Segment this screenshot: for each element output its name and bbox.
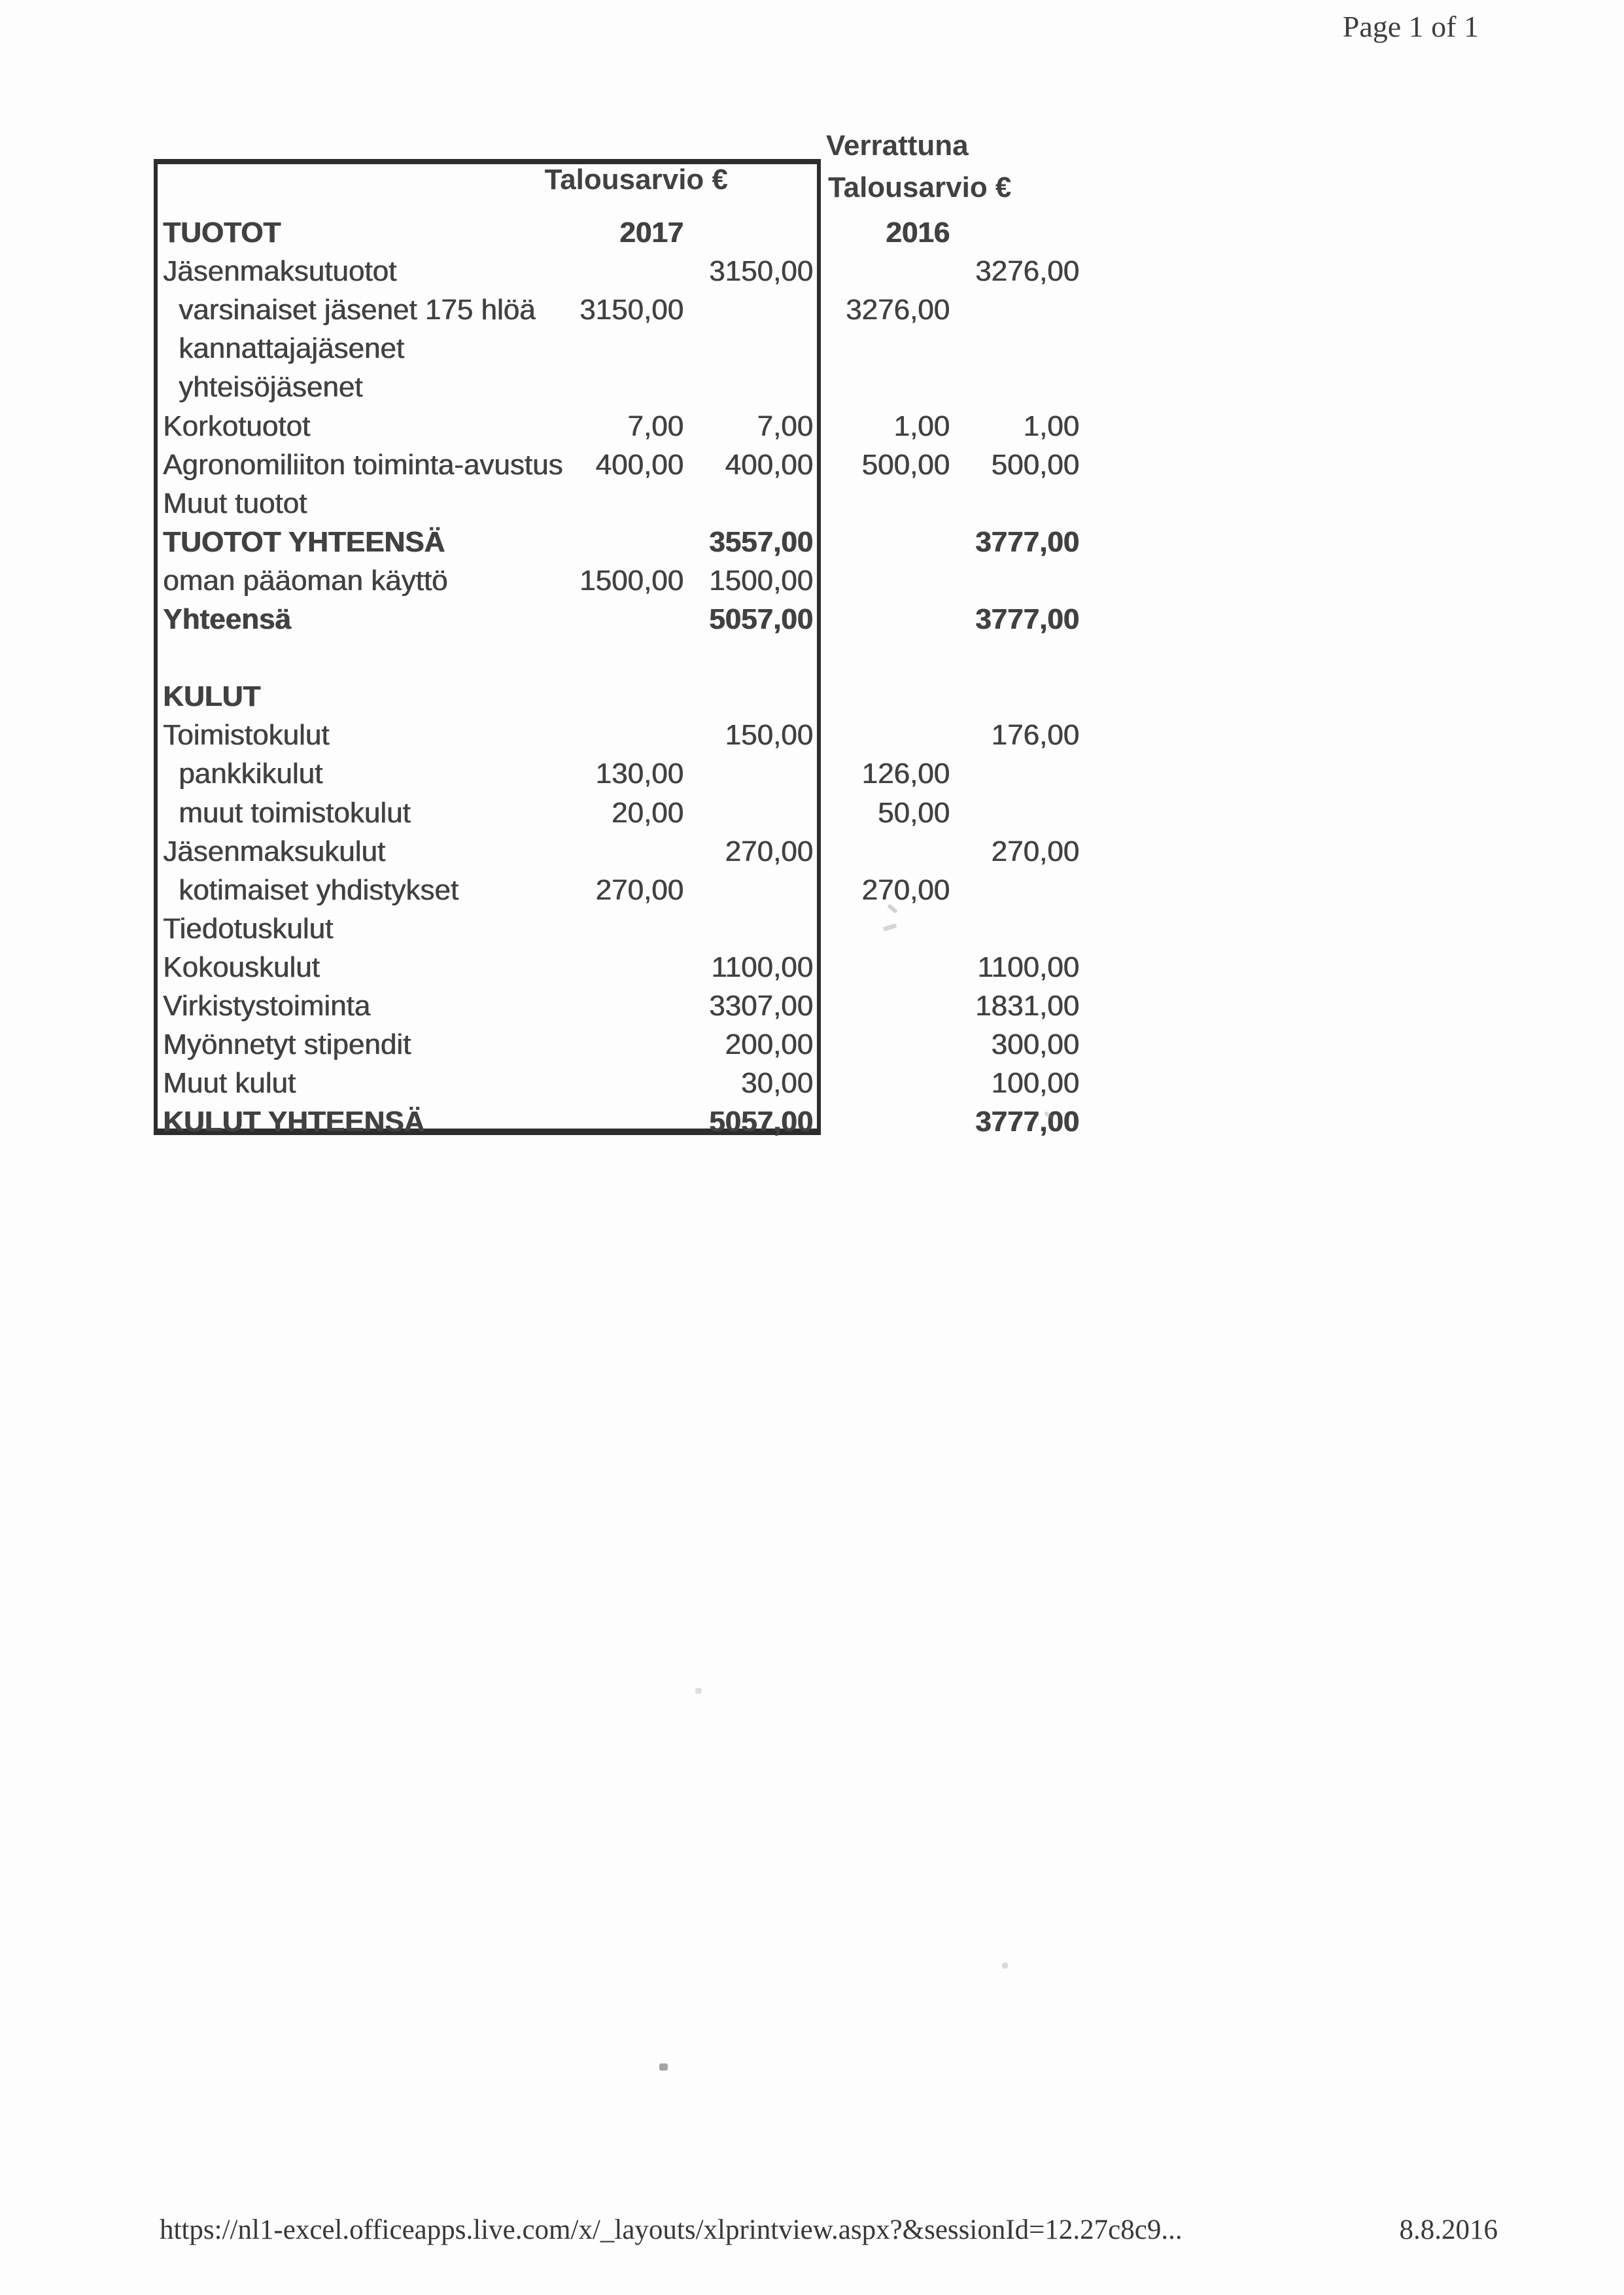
row-label: Agronomiliiton toiminta-avustus [163,448,563,481]
table-row [154,290,1109,329]
cell-c4: 3777,00 [975,603,1079,635]
cell-c1: 130,00 [595,758,683,790]
cell-c2: 270,00 [725,835,813,867]
cell-c1: 2017 [619,217,683,249]
cell-c3: 50,00 [877,796,950,829]
cell-c2: 200,00 [725,1028,813,1061]
cell-c2: 5057,00 [708,603,813,635]
row-label: Jäsenmaksutuotot [163,255,397,288]
cell-c2: 3150,00 [708,255,813,288]
cell-c2: 3307,00 [708,990,813,1022]
cell-c3: 2016 [886,217,950,249]
table-row [154,832,1109,871]
table-row [154,484,1109,523]
table-row [154,1102,1109,1141]
table-row [154,987,1109,1025]
table-row [154,1064,1109,1102]
row-label: TUOTOT YHTEENSÄ [163,525,445,558]
table-row [154,909,1109,948]
row-label: varsinaiset jäsenet 175 hlöä [179,294,536,326]
table-row [154,561,1109,600]
cell-c3: 3276,00 [845,294,950,326]
table-row [154,252,1109,290]
cell-c2: 7,00 [757,410,813,442]
table-row [154,716,1109,754]
table-row [154,677,1109,716]
row-label: Myönnetyt stipendit [163,1028,411,1061]
table-row [154,213,1109,252]
table-row [154,407,1109,446]
table-row [154,446,1109,484]
cell-c2: 5057,00 [708,1106,813,1138]
cell-c3: 126,00 [861,758,950,790]
table-row [154,329,1109,368]
row-label: Yhteensä [163,603,291,635]
page-footer [160,2214,1498,2246]
table-row [154,368,1109,406]
cell-c2: 3557,00 [708,525,813,558]
cell-c1: 270,00 [595,873,683,906]
print-url: https://nl1-excel.officeapps.live.com/x/_layouts/xlprintview.aspx?&sessionId=12.27c8c9... [160,2215,1183,2245]
row-label: Kokouskulut [163,951,320,983]
scan-speck [659,2063,668,2071]
compare-header: Verrattuna [826,130,969,162]
cell-c1: 7,00 [627,410,683,442]
table-row [154,871,1109,909]
row-label: KULUT [163,680,261,713]
row-label: Jäsenmaksukulut [163,835,385,867]
cell-c2: 400,00 [725,448,813,481]
scan-speck [1002,1963,1008,1969]
row-label: Toimistokulut [163,719,330,752]
cell-c4: 3276,00 [975,255,1079,288]
cell-c4: 300,00 [991,1028,1079,1061]
cell-c4: 3777,00 [975,1106,1079,1138]
cell-c4: 1100,00 [977,951,1079,983]
scan-speck [695,1688,702,1694]
cell-c1: 1500,00 [579,564,683,597]
row-label: Tiedotuskulut [163,912,334,945]
row-label: pankkikulut [179,758,323,790]
row-label: Korkotuotot [163,410,311,442]
row-label: Virkistystoiminta [163,990,371,1022]
row-label: TUOTOT [163,217,281,249]
cell-c2: 150,00 [725,719,813,752]
cell-c3: 500,00 [861,448,950,481]
row-label: oman pääoman käyttö [163,564,448,597]
cell-c4: 3777,00 [975,525,1079,558]
row-label: yhteisöjäsenet [179,371,363,404]
cell-c2: 1500,00 [708,564,813,597]
table-row [154,948,1109,987]
row-label: KULUT YHTEENSÄ [163,1106,425,1138]
cell-c1: 3150,00 [579,294,683,326]
table-row [154,1025,1109,1064]
table-row [154,794,1109,832]
table-row [154,754,1109,793]
page-number: Page 1 of 1 [1342,10,1479,43]
cell-c4: 176,00 [991,719,1079,752]
table-row [154,639,1109,677]
table-row [154,600,1109,639]
column-header-2016: Talousarvio € [828,171,1012,203]
cell-c2: 1100,00 [711,951,813,983]
cell-c4: 1,00 [1023,410,1079,442]
cell-c1: 20,00 [611,796,683,829]
cell-c1: 400,00 [595,448,683,481]
row-label: muut toimistokulut [179,796,411,829]
row-label: kannattajajäsenet [179,332,404,365]
cell-c4: 100,00 [991,1067,1079,1100]
row-label: Muut tuotot [163,487,307,519]
row-label: Muut kulut [163,1067,296,1100]
row-label: kotimaiset yhdistykset [179,873,458,906]
column-header-2017: Talousarvio € [544,164,728,196]
cell-c4: 270,00 [991,835,1079,867]
cell-c4: 500,00 [991,448,1079,481]
print-date: 8.8.2016 [1399,2215,1498,2245]
cell-c3: 1,00 [893,410,950,442]
table-row [154,523,1109,561]
cell-c2: 30,00 [740,1067,813,1100]
cell-c3: 270,00 [861,873,950,906]
cell-c4: 1831,00 [975,990,1079,1022]
